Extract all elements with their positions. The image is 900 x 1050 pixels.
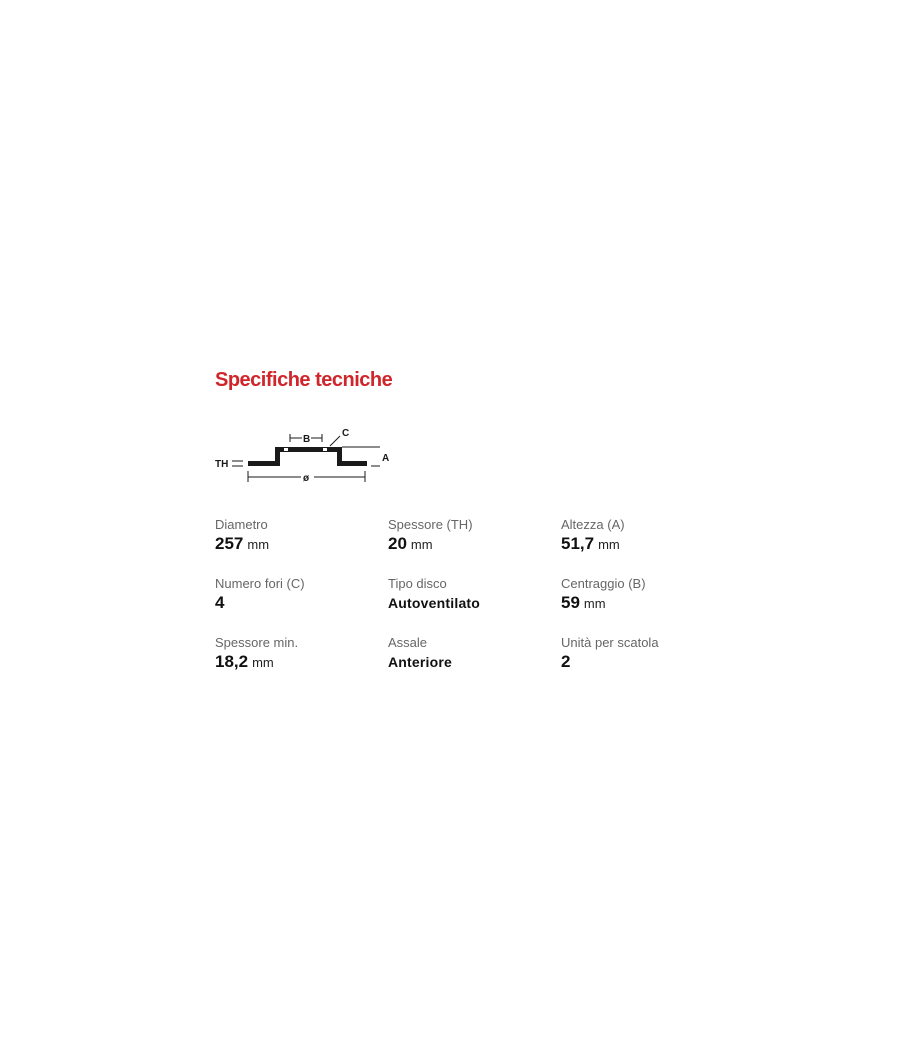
label-th: TH [215,459,229,470]
spec-value-wrap [561,533,734,556]
spec-label: Diametro [215,517,268,532]
spec-altezza [561,516,734,575]
label-b: B [303,434,311,445]
spec-value-wrap [388,533,561,556]
specs-row [215,575,735,634]
spec-assale [388,634,561,693]
spec-unit: mm [598,537,620,552]
spec-spessore-th [388,516,561,575]
spec-value: 4 [215,593,225,612]
spec-unit: mm [252,655,274,670]
spec-label: Numero fori (C) [215,576,305,591]
spec-unit: mm [583,596,606,611]
spec-spessore-min [215,634,388,693]
spec-value: 51,7 [561,534,595,553]
spec-value: 18,2 [215,652,249,671]
spec-unit: mm [247,537,270,552]
spec-label: Centraggio (B) [561,576,646,591]
spec-value: 20 [388,534,407,553]
bolt-hole-right [323,448,327,451]
spec-label: Tipo disco [388,576,447,591]
specs-grid [215,516,735,693]
spec-value: Autoventilato [388,595,481,611]
spec-value: 257 [215,534,244,553]
disc-profile [248,447,367,466]
section-title: Specifiche tecniche [215,369,393,391]
spec-diametro [215,516,388,575]
bolt-hole-left [284,448,288,451]
spec-tipo-disco [388,575,561,634]
spec-centraggio [561,575,734,634]
specs-row [215,634,735,693]
spec-value-wrap [215,592,388,614]
spec-value-wrap [215,533,388,556]
spec-value: Anteriore [388,654,453,670]
spec-label: Unità per scatola [561,635,659,650]
spec-value: 2 [561,652,571,671]
spec-label: Spessore min. [215,635,299,650]
spec-label: Altezza (A) [561,517,625,532]
label-c: C [342,428,350,439]
spec-value: 59 [561,593,580,612]
label-diameter: ø [303,473,310,484]
brake-disc-diagram-icon [210,420,410,490]
label-a: A [382,453,390,464]
spec-unita-per-scatola [561,634,734,693]
spec-value-wrap [215,651,388,674]
spec-label: Assale [388,635,428,650]
spec-label: Spessore (TH) [388,517,473,532]
spec-unit: mm [410,537,433,552]
spec-numero-fori [215,575,388,634]
spec-value-wrap [561,592,734,615]
specs-row [215,516,735,575]
